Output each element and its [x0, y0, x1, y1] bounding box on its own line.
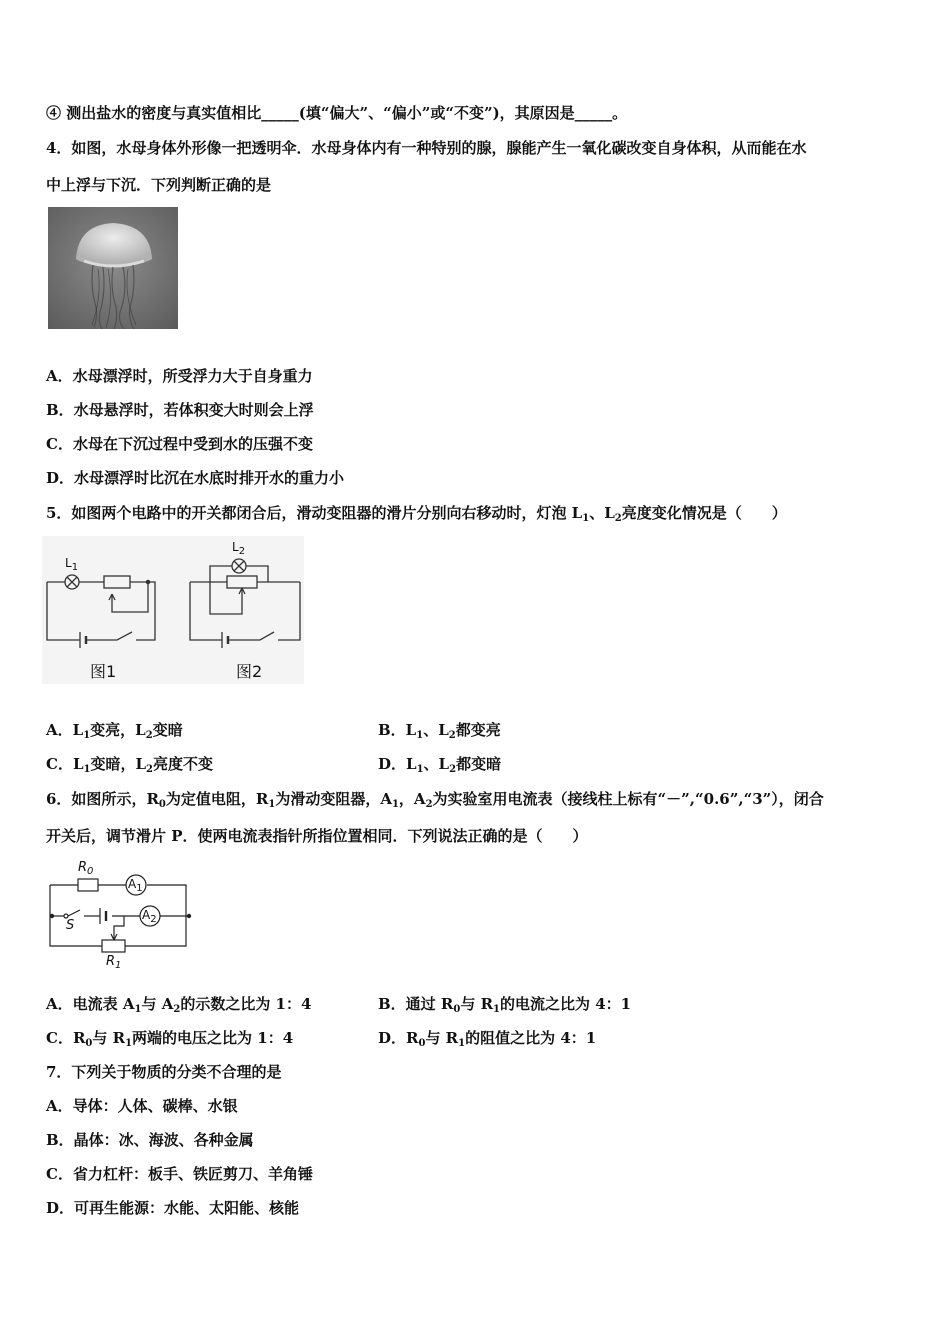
q7-stem: 7．下列关于物质的分类不合理的是: [46, 1063, 282, 1081]
jellyfish-photo: [48, 207, 178, 329]
r1-label: $R_1$: [106, 954, 122, 971]
q4-option-c: C．水母在下沉过程中受到水的压强不变: [46, 435, 313, 453]
q7-option-d: D．可再生能源：水能、太阳能、核能: [46, 1199, 300, 1217]
q6-stem-line2: 开关后，调节滑片 P．使两电流表指针所指位置相同．下列说法正确的是（ ）: [46, 827, 588, 845]
fig1-caption: 图1: [90, 662, 117, 681]
fig2-lamp-label: $L_2$: [232, 540, 246, 557]
q7-option-a: A．导体：人体、碳棒、水银: [46, 1097, 238, 1115]
q7-option-c: C．省力杠杆：板手、铁匠剪刀、羊角锤: [46, 1165, 313, 1183]
q4-option-d: D．水母漂浮时比沉在水底时排开水的重力小: [46, 469, 345, 487]
q6-circuit-figure: [44, 858, 192, 974]
q7-option-b: B．晶体：冰、海波、各种金属: [46, 1131, 254, 1149]
q4-option-b: B．水母悬浮时，若体积变大时则会上浮: [46, 401, 314, 419]
q6-option-a: A．电流表 $A_1$与 $A_2$的示数之比为 1：4: [46, 995, 312, 1015]
q5-option-b: B．$L_1$、$L_2$都变亮: [378, 721, 501, 741]
q5-stem: 5．如图两个电路中的开关都闭合后，滑动变阻器的滑片分别向右移动时，灯泡 $L_1$、$L_2$亮度变化情况是（ ）: [46, 504, 787, 524]
switch-label: S: [66, 918, 75, 933]
q5-option-d: D．$L_1$、$L_2$都变暗: [378, 755, 502, 775]
r0-label: $R_0$: [78, 860, 94, 877]
fig2-caption: 图2: [236, 662, 263, 681]
a2-label: $A_2$: [142, 908, 157, 925]
q4-stem-line2: 中上浮与下沉．下列判断正确的是: [46, 176, 272, 194]
q6-option-d: D．$R_0$与 $R_1$的阻值之比为 4：1: [378, 1029, 597, 1049]
fig1-lamp-label: $L_1$: [65, 556, 79, 573]
a1-label: $A_1$: [128, 877, 143, 894]
q6-option-b: B．通过 $R_0$与 $R_1$的电流之比为 4：1: [378, 995, 632, 1015]
q4-option-a: A．水母漂浮时，所受浮力大于自身重力: [46, 367, 313, 385]
q6-option-c: C．$R_0$与 $R_1$两端的电压之比为 1：4: [46, 1029, 294, 1049]
q5-circuit-figures: [42, 536, 304, 684]
q5-option-a: A．$L_1$变亮，$L_2$变暗: [46, 721, 183, 741]
q5-option-c: C．$L_1$变暗，$L_2$亮度不变: [46, 755, 214, 775]
q4-stem-line1: 4．如图，水母身体外形像一把透明伞．水母身体内有一种特别的腺，腺能产生一氧化碳改变自身体积，从而能在水: [46, 139, 807, 157]
q3-step4-line: ④ 测出盐水的密度与真实值相比_____(填“偏大”、“偏小”或“不变”)，其原因是_____。: [46, 104, 628, 122]
q6-stem-line1: 6．如图所示，$R_0$为定值电阻，$R_1$为滑动变阻器，$A_1$，$A_2$为实验室用电流表（接线柱上标有“－”,“0.6”,“3”），闭合: [46, 790, 824, 810]
q5-circuit-diagrams: [42, 536, 304, 684]
